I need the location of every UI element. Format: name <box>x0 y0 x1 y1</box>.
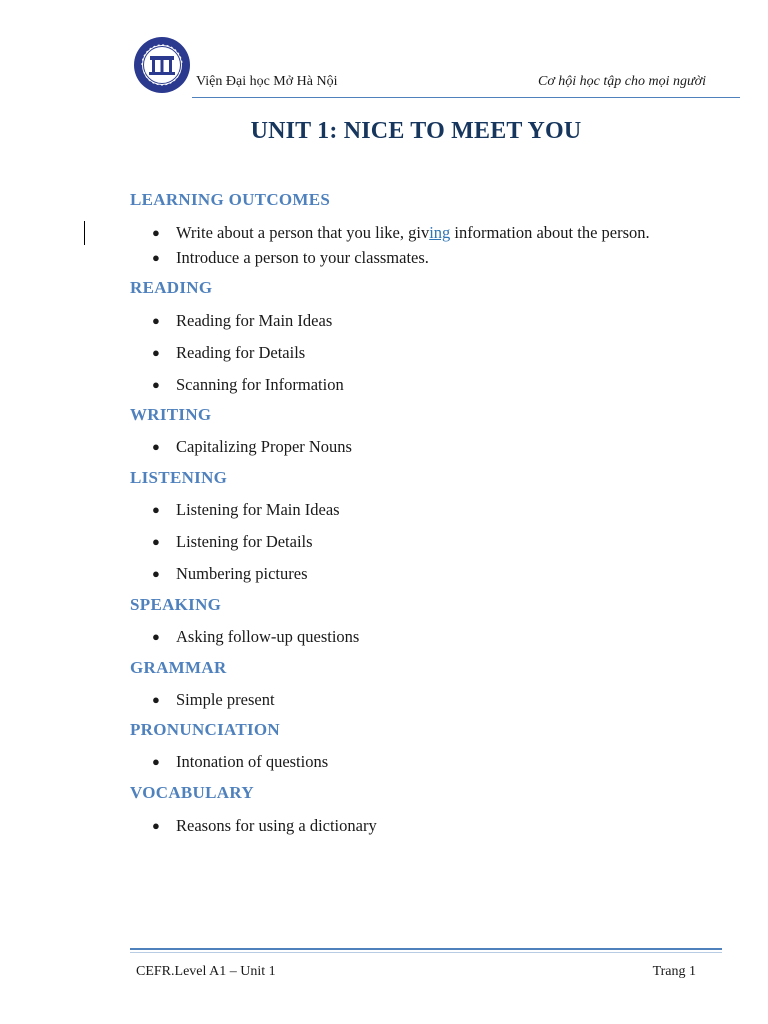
item-text: Intonation of questions <box>176 752 329 771</box>
header-institution: Viện Đại học Mở Hà Nội <box>196 74 338 89</box>
item-text: Numbering pictures <box>176 564 308 583</box>
section-heading-pronunciation: PRONUNCIATION <box>130 720 280 739</box>
header-slogan: Cơ hội học tập cho mọi người <box>537 74 706 89</box>
item-text: Reading for Details <box>176 343 306 362</box>
unit-title: UNIT 1: NICE TO MEET YOU <box>250 118 582 144</box>
section-heading-listening: LISTENING <box>130 468 228 487</box>
item-text: Simple present <box>176 690 275 709</box>
footer-divider-shadow <box>130 952 722 953</box>
list-item <box>152 564 308 584</box>
section-heading-reading: READING <box>130 278 213 297</box>
list-item <box>152 532 313 552</box>
list-item <box>152 343 305 363</box>
item-text: Introduce a person to your classmates. <box>176 248 429 267</box>
section-heading-vocabulary: VOCABULARY <box>130 783 254 802</box>
footer-course-label: CEFR.Level A1 – Unit 1 <box>136 964 276 979</box>
footer-page-number: Trang 1 <box>652 964 696 979</box>
bullet-icon: ● <box>152 692 160 707</box>
header-divider <box>192 97 740 98</box>
list-item <box>152 437 352 457</box>
section-heading-grammar: GRAMMAR <box>130 658 227 677</box>
item-text: Capitalizing Proper Nouns <box>176 437 352 456</box>
item-text: Write about a person that you like, giving information about the person. <box>176 223 650 242</box>
section-heading-writing: WRITING <box>130 405 212 424</box>
list-item <box>152 627 359 647</box>
bullet-icon: ● <box>152 313 160 328</box>
bullet-icon: ● <box>152 502 160 517</box>
bullet-icon: ● <box>152 566 160 581</box>
item-text: Scanning for Information <box>176 375 344 394</box>
list-item <box>152 248 429 268</box>
footer-divider <box>130 948 722 950</box>
item-text: Listening for Main Ideas <box>176 500 340 519</box>
bullet-icon: ● <box>152 754 160 769</box>
bullet-icon: ● <box>152 225 160 240</box>
list-item <box>152 500 340 520</box>
list-item <box>152 816 377 836</box>
list-item <box>152 311 332 331</box>
section-heading-learning-outcomes: LEARNING OUTCOMES <box>130 190 331 209</box>
bullet-icon: ● <box>152 250 160 265</box>
bullet-icon: ● <box>152 377 160 392</box>
section-heading-speaking: SPEAKING <box>130 595 222 614</box>
bullet-icon: ● <box>152 629 160 644</box>
text-cursor <box>84 221 85 245</box>
list-item <box>152 375 344 395</box>
university-seal-icon <box>133 36 191 94</box>
list-item <box>152 223 650 243</box>
bullet-icon: ● <box>152 439 160 454</box>
bullet-icon: ● <box>152 345 160 360</box>
item-text: Asking follow-up questions <box>176 627 360 646</box>
list-item <box>152 690 275 710</box>
item-text: Reasons for using a dictionary <box>176 816 377 835</box>
bullet-icon: ● <box>152 534 160 549</box>
item-text: Listening for Details <box>176 532 313 551</box>
highlighted-fragment: ing <box>429 223 451 242</box>
item-text: Reading for Main Ideas <box>176 311 333 330</box>
list-item <box>152 752 328 772</box>
bullet-icon: ● <box>152 818 160 833</box>
